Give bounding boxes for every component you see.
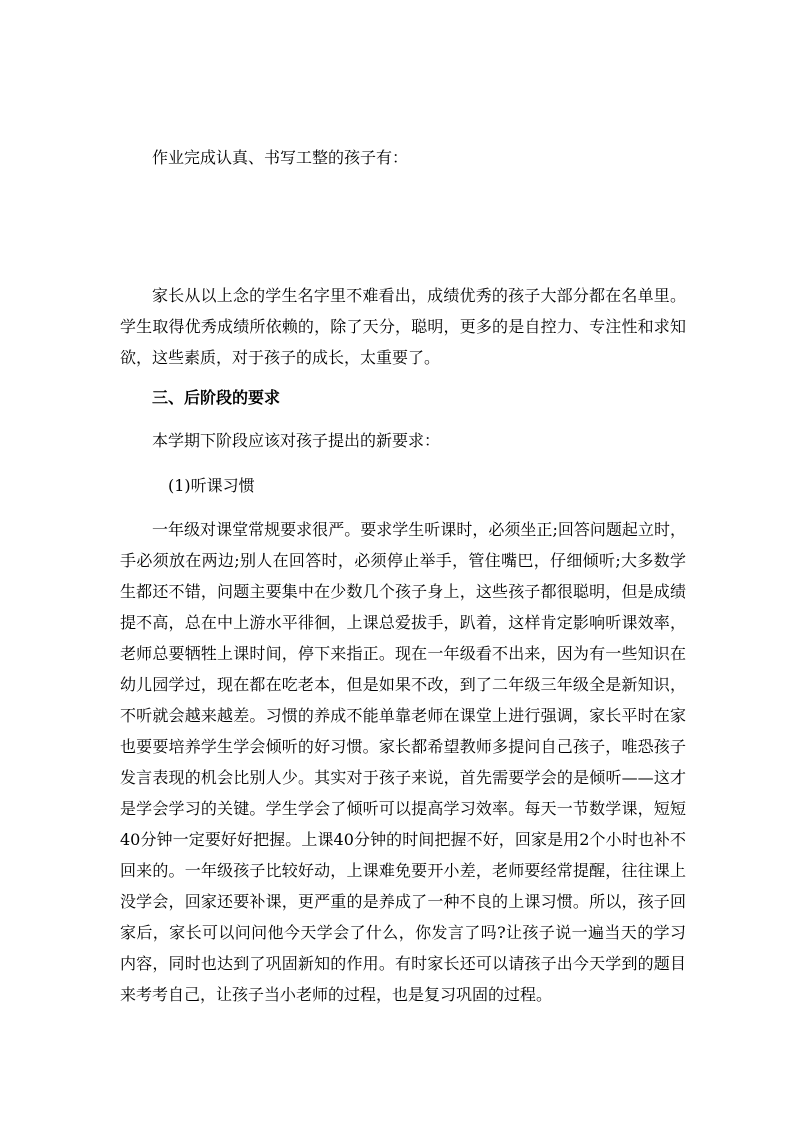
subheading-listening-habits: (1)听课习惯: [168, 476, 255, 495]
section-heading-later-requirements: 三、后阶段的要求: [152, 388, 281, 407]
paragraph-listening-habits-body: 一年级对课堂常规要求很严。要求学生听课时，必须坐正;回答问题起立时，手必须放在两边;别人在回答时，必须停止举手，管住嘴巴，仔细倾听;大多数学生都还不错，问题主要集中在少数几个孩子身上，这些孩子都很聪明，但是成绩提不高，总在中上游水平徘徊，上课总爱拔手，趴着，这样肯定影响听课效率，老师总要牺牲上课时间，停下来指正。现在一年级看不出来，因为有一些知识在幼儿园学过，现在都在吃老本，但是如果不改，到了二年级三年级全是新知识，不听就会越来越差。习惯的养成不能单靠老师在课堂上进行强调，家长平时在家也要要培养学生学会倾听的好习惯。家长都希望教师多提问自己孩子，唯恐孩子发言表现的机会比别人少。其实对于孩子来说，首先需要学会的是倾听——这才是学会学习的关键。学生学会了倾听可以提高学习效率。每天一节数学课，短短40分钟一定要好好把握。上课40分钟的时间把握不好，回家是用2个小时也补不回来的。一年级孩子比较好动，上课难免要开小差，老师要经常提醒，往往课上没学会，回家还要补课，更严重的是养成了一种不良的上课习惯。所以，孩子回家后，家长可以问问他今天学会了什么，你发言了吗?让孩子说一遍当天的学习内容，同时也达到了巩固新知的作用。有时家长还可以请孩子出今天学到的题目来考考自己，让孩子当小老师的过程，也是复习巩固的过程。: [120, 520, 686, 1004]
paragraph-new-requirements-intro: 本学期下阶段应该对孩子提出的新要求：: [152, 431, 441, 450]
paragraph-homework-intro: 作业完成认真、书写工整的孩子有：: [152, 148, 409, 167]
paragraph-parents-observation: 家长从以上念的学生名字里不难看出，成绩优秀的孩子大部分都在名单里。学生取得优秀成绩所依赖的，除了天分，聪明，更多的是自控力、专注性和求知欲，这些素质，对于孩子的成长，太重要了。: [120, 286, 686, 367]
